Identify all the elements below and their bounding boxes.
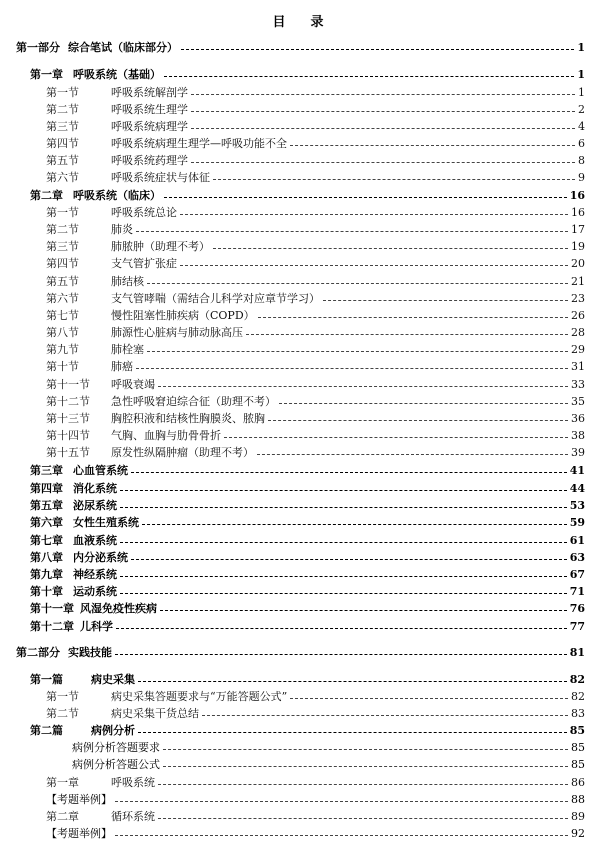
toc-entry[interactable] <box>0 205 602 221</box>
toc-entry[interactable] <box>0 550 602 566</box>
dot-leader <box>279 403 568 404</box>
toc-entry-page-number: 39 <box>571 446 585 459</box>
toc-entry[interactable] <box>0 498 602 514</box>
toc-entry-page-number: 76 <box>569 602 585 615</box>
toc-entry[interactable] <box>0 481 602 497</box>
toc-entry[interactable] <box>0 256 602 272</box>
toc-entry-title: 气胸、血胸与肋骨骨折 <box>111 429 221 442</box>
toc-entry-page-number: 71 <box>569 585 585 598</box>
toc-entry-title: 呼吸系统病理生理学—呼吸功能不全 <box>111 137 287 150</box>
dot-leader <box>181 49 574 50</box>
toc-entry[interactable] <box>0 428 602 444</box>
toc-entry-page-number: 31 <box>571 360 585 373</box>
toc-entry-number: 第五章 <box>30 499 63 512</box>
toc-entry[interactable] <box>0 325 602 341</box>
toc-entry[interactable] <box>0 377 602 393</box>
toc-entry-number: 第七章 <box>30 534 63 547</box>
toc-entry[interactable] <box>0 359 602 375</box>
toc-entry-number: 第十章 <box>30 585 63 598</box>
toc-entry-title: 慢性阻塞性肺疾病（COPD） <box>111 309 255 322</box>
toc-entry[interactable] <box>0 274 602 290</box>
toc-entry-page-number: 9 <box>578 171 585 184</box>
toc-entry-page-number: 38 <box>571 429 585 442</box>
dot-leader <box>164 76 574 77</box>
dot-leader <box>120 507 567 508</box>
toc-entry-title: 病史采集 <box>91 673 135 686</box>
dot-leader <box>257 454 568 455</box>
toc-entry-number: 第六节 <box>46 292 79 305</box>
toc-entry-title: 肺脓肿（助理不考） <box>111 240 210 253</box>
toc-entry-number: 第三节 <box>46 240 79 253</box>
dot-leader <box>115 801 568 802</box>
toc-entry-title: 循环系统 <box>111 810 155 823</box>
toc-entry-number: 第一节 <box>46 86 79 99</box>
toc-entry-number: 第一节 <box>46 690 79 703</box>
dot-leader <box>163 749 568 750</box>
toc-entry-number: 第一节 <box>46 206 79 219</box>
dot-leader <box>191 94 575 95</box>
toc-entry-number: 第五节 <box>46 154 79 167</box>
dot-leader <box>224 437 568 438</box>
toc-entry-title: 原发性纵隔肿瘤（助理不考） <box>111 446 254 459</box>
dot-leader <box>147 351 568 352</box>
toc-entry[interactable] <box>0 67 602 83</box>
toc-entry-number: 第二部分 <box>16 646 60 659</box>
toc-entry-number: 第十五节 <box>46 446 90 459</box>
toc-entry-title: 呼吸系统 <box>111 776 155 789</box>
toc-entry-number: 第二节 <box>46 707 79 720</box>
toc-entry-title: 肺癌 <box>111 360 133 373</box>
toc-entry-title: 呼吸系统生理学 <box>111 103 188 116</box>
dot-leader <box>158 784 568 785</box>
toc-entry-title: 运动系统 <box>73 585 117 598</box>
toc-entry-title: 肺结核 <box>111 275 144 288</box>
toc-entry-page-number: 85 <box>569 724 585 737</box>
toc-entry-title: 神经系统 <box>73 568 117 581</box>
dot-leader <box>191 162 575 163</box>
dot-leader <box>191 111 575 112</box>
toc-entry[interactable] <box>0 239 602 255</box>
toc-entry[interactable] <box>0 291 602 307</box>
toc-entry[interactable] <box>0 445 602 461</box>
toc-entry-page-number: 35 <box>571 395 585 408</box>
toc-entry-title: 支气管扩张症 <box>111 257 177 270</box>
toc-entry-page-number: 16 <box>569 189 585 202</box>
toc-entry-title: 风湿免疫性疾病 <box>80 602 157 615</box>
toc-entry[interactable] <box>0 411 602 427</box>
toc-entry-page-number: 85 <box>571 741 585 754</box>
toc-entry-page-number: 77 <box>569 620 585 633</box>
toc-entry-page-number: 59 <box>569 516 585 529</box>
toc-entry-page-number: 28 <box>571 326 585 339</box>
dot-leader <box>246 334 568 335</box>
toc-entry-number: 第一章 <box>46 776 79 789</box>
toc-entry[interactable] <box>0 723 602 739</box>
toc-entry-title: 心血管系统 <box>73 464 128 477</box>
toc-entry[interactable] <box>0 740 602 756</box>
dot-leader <box>120 542 567 543</box>
toc-entry-page-number: 8 <box>578 154 585 167</box>
toc-entry-title: 胸腔积液和结核性胸膜炎、脓胸 <box>111 412 265 425</box>
toc-entry-number: 第十一节 <box>46 378 90 391</box>
toc-entry-title: 消化系统 <box>73 482 117 495</box>
toc-entry-title: 呼吸系统（基础） <box>73 68 161 81</box>
toc-entry-page-number: 6 <box>578 137 585 150</box>
toc-entry-page-number: 61 <box>569 534 585 547</box>
toc-entry-page-number: 21 <box>571 275 585 288</box>
toc-entry-title: 【考题举例】 <box>46 793 112 806</box>
toc-entry-page-number: 92 <box>571 827 585 840</box>
toc-entry[interactable] <box>0 136 602 152</box>
dot-leader <box>160 610 567 611</box>
toc-entry-title: 肺炎 <box>111 223 133 236</box>
toc-entry[interactable] <box>0 757 602 773</box>
dot-leader <box>131 472 567 473</box>
toc-entry-page-number: 63 <box>569 551 585 564</box>
toc-entry-title: 呼吸系统（临床） <box>73 189 161 202</box>
toc-entry-number: 第十节 <box>46 360 79 373</box>
toc-entry[interactable] <box>0 533 602 549</box>
dot-leader <box>115 654 567 655</box>
toc-entry[interactable] <box>0 645 602 661</box>
dot-leader <box>142 524 567 525</box>
toc-entry-number: 第七节 <box>46 309 79 322</box>
toc-entry-title: 泌尿系统 <box>73 499 117 512</box>
dot-leader <box>290 698 568 699</box>
toc-entry[interactable] <box>0 85 602 101</box>
toc-entry[interactable] <box>0 188 602 204</box>
toc-entry-number: 第一章 <box>30 68 63 81</box>
toc-entry-page-number: 16 <box>571 206 585 219</box>
toc-entry-number: 第二篇 <box>30 724 63 737</box>
toc-entry[interactable] <box>0 809 602 825</box>
dot-leader <box>258 317 568 318</box>
toc-entry-title: 儿科学 <box>80 620 113 633</box>
toc-entry[interactable] <box>0 775 602 791</box>
toc-entry-page-number: 2 <box>578 103 585 116</box>
toc-entry-page-number: 86 <box>571 776 585 789</box>
toc-entry[interactable] <box>0 222 602 238</box>
toc-entry-title: 病史采集干货总结 <box>111 707 199 720</box>
toc-entry[interactable] <box>0 342 602 358</box>
toc-entry-number: 第二节 <box>46 223 79 236</box>
toc-entry-title: 病例分析答题公式 <box>72 758 160 771</box>
toc-entry[interactable] <box>0 826 602 842</box>
toc-entry-number: 第六章 <box>30 516 63 529</box>
toc-entry-number: 第三章 <box>30 464 63 477</box>
toc-entry-page-number: 36 <box>571 412 585 425</box>
toc-entry-number: 第十二节 <box>46 395 90 408</box>
toc-entry-page-number: 53 <box>569 499 585 512</box>
toc-entry-number: 第九章 <box>30 568 63 581</box>
dot-leader <box>158 818 568 819</box>
toc-entry-page-number: 41 <box>569 464 585 477</box>
toc-entry-page-number: 81 <box>569 646 585 659</box>
toc-entry-number: 第八章 <box>30 551 63 564</box>
toc-entry-page-number: 19 <box>571 240 585 253</box>
toc-entry-page-number: 33 <box>571 378 585 391</box>
dot-leader <box>138 681 567 682</box>
toc-entry-title: 内分泌系统 <box>73 551 128 564</box>
toc-entry-page-number: 1 <box>577 41 585 54</box>
toc-entry[interactable] <box>0 119 602 135</box>
toc-entry[interactable] <box>0 689 602 705</box>
dot-leader <box>164 197 567 198</box>
toc-entry[interactable] <box>0 515 602 531</box>
toc-entry-title: 呼吸系统药理学 <box>111 154 188 167</box>
toc-entry-page-number: 17 <box>571 223 585 236</box>
toc-entry-page-number: 26 <box>571 309 585 322</box>
toc-entry-page-number: 67 <box>569 568 585 581</box>
toc-entry[interactable] <box>0 394 602 410</box>
toc-entry-number: 第一部分 <box>16 41 60 54</box>
toc-entry-page-number: 23 <box>571 292 585 305</box>
dot-leader <box>136 368 568 369</box>
toc-entry[interactable] <box>0 170 602 186</box>
toc-entry-page-number: 4 <box>578 120 585 133</box>
toc-entry-page-number: 20 <box>571 257 585 270</box>
dot-leader <box>158 386 568 387</box>
toc-entry[interactable] <box>0 672 602 688</box>
toc-entry-page-number: 88 <box>571 793 585 806</box>
toc-entry-page-number: 82 <box>569 673 585 686</box>
toc-entry-title: 实践技能 <box>68 646 112 659</box>
dot-leader <box>136 231 568 232</box>
toc-entry[interactable] <box>0 102 602 118</box>
toc-entry-number: 第三节 <box>46 120 79 133</box>
toc-entry[interactable] <box>0 153 602 169</box>
toc-entry[interactable] <box>0 40 602 56</box>
toc-entry-number: 第二节 <box>46 103 79 116</box>
dot-leader <box>290 145 575 146</box>
toc-entry-number: 第二章 <box>46 810 79 823</box>
toc-entry-title: 呼吸系统病理学 <box>111 120 188 133</box>
toc-entry-title: 女性生殖系统 <box>73 516 139 529</box>
dot-leader <box>131 559 567 560</box>
toc-entry-number: 第四章 <box>30 482 63 495</box>
toc-entry-number: 第九节 <box>46 343 79 356</box>
toc-entry-title: 肺栓塞 <box>111 343 144 356</box>
dot-leader <box>147 283 568 284</box>
toc-entry-title: 病例分析 <box>91 724 135 737</box>
toc-entry-number: 第十三节 <box>46 412 90 425</box>
dot-leader <box>116 628 567 629</box>
toc-entry-page-number: 29 <box>571 343 585 356</box>
toc-entry[interactable] <box>0 584 602 600</box>
dot-leader <box>138 732 567 733</box>
toc-entry-number: 第四节 <box>46 137 79 150</box>
toc-entry-title: 呼吸系统解剖学 <box>111 86 188 99</box>
toc-entry-number: 第十一章 <box>30 602 74 615</box>
toc-entry-title: 病史采集答题要求与“万能答题公式” <box>111 690 288 703</box>
toc-entry[interactable] <box>0 601 602 617</box>
toc-entry-number: 第四节 <box>46 257 79 270</box>
dot-leader <box>163 766 568 767</box>
toc-entry-title: 【考题举例】 <box>46 827 112 840</box>
dot-leader <box>180 214 568 215</box>
toc-entry-page-number: 82 <box>571 690 585 703</box>
toc-entry[interactable] <box>0 706 602 722</box>
toc-entry-number: 第二章 <box>30 189 63 202</box>
toc-entry-number: 第八节 <box>46 326 79 339</box>
toc-entry-title: 呼吸衰竭 <box>111 378 155 391</box>
toc-entry-title: 肺源性心脏病与肺动脉高压 <box>111 326 243 339</box>
toc-entry[interactable] <box>0 463 602 479</box>
dot-leader <box>268 420 568 421</box>
toc-entry-number: 第五节 <box>46 275 79 288</box>
toc-entry-page-number: 83 <box>571 707 585 720</box>
toc-entry-page-number: 44 <box>569 482 585 495</box>
toc-entry-page-number: 85 <box>571 758 585 771</box>
dot-leader <box>180 265 568 266</box>
dot-leader <box>213 248 568 249</box>
toc-entry-number: 第十二章 <box>30 620 74 633</box>
toc-entry-number: 第六节 <box>46 171 79 184</box>
toc-entry-title: 呼吸系统总论 <box>111 206 177 219</box>
toc-entry-page-number: 89 <box>571 810 585 823</box>
toc-entry-page-number: 1 <box>578 86 585 99</box>
toc-entry[interactable] <box>0 308 602 324</box>
toc-entry[interactable] <box>0 792 602 808</box>
toc-entry-title: 呼吸系统症状与体征 <box>111 171 210 184</box>
page-title: 目 录 <box>272 15 330 30</box>
toc-entry-title: 支气管哮喘（需结合儿科学对应章节学习） <box>111 292 320 305</box>
dot-leader <box>191 128 575 129</box>
dot-leader <box>120 576 567 577</box>
toc-entry-title: 血液系统 <box>73 534 117 547</box>
toc-entry[interactable] <box>0 619 602 635</box>
toc-entry-title: 急性呼吸窘迫综合征（助理不考） <box>111 395 276 408</box>
toc-entry-number: 第一篇 <box>30 673 63 686</box>
dot-leader <box>323 300 568 301</box>
toc-entry-number: 第十四节 <box>46 429 90 442</box>
toc-entry-title: 综合笔试（临床部分） <box>68 41 178 54</box>
toc-entry-title: 病例分析答题要求 <box>72 741 160 754</box>
dot-leader <box>202 715 568 716</box>
toc-entry[interactable] <box>0 567 602 583</box>
toc-entry-page-number: 1 <box>577 68 585 81</box>
dot-leader <box>120 490 567 491</box>
dot-leader <box>115 835 568 836</box>
dot-leader <box>120 593 567 594</box>
dot-leader <box>213 179 575 180</box>
